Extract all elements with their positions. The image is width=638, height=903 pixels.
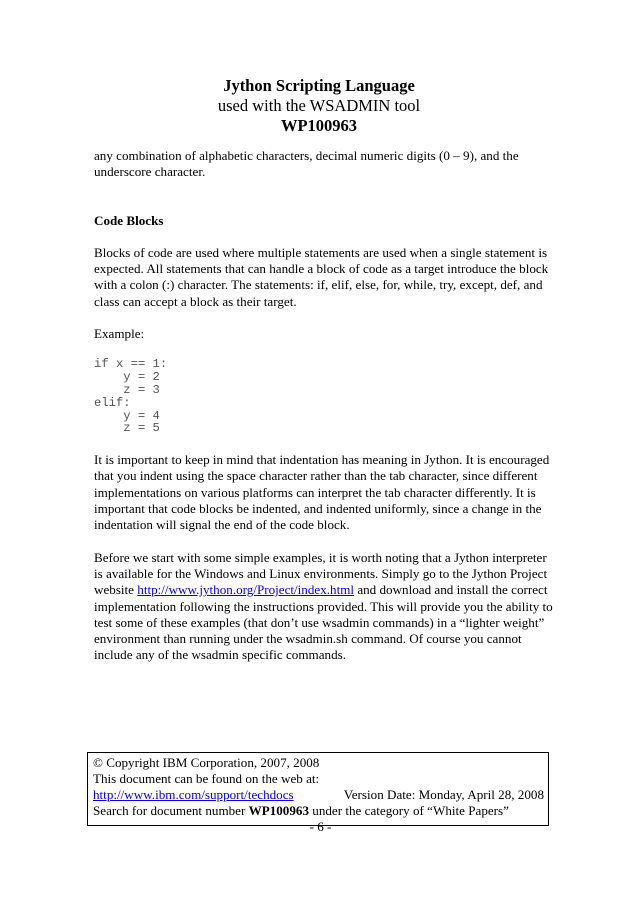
jython-project-link[interactable]: http://www.jython.org/Project/index.html (137, 582, 355, 598)
footer-link-row (93, 787, 548, 803)
code-line: elif: (94, 395, 131, 410)
code-blocks-heading: Code Blocks (94, 212, 164, 228)
footer-box (87, 752, 549, 835)
document-subtitle: used with the WSADMIN tool (217, 96, 421, 115)
indentation-paragraph: It is important to keep in mind that indentation has meaning in Jython. It is encouraged that you indent using the space character rather than the tab character, since different implementations on various platforms can interpret the tab character differently. It is important that code blocks be indented, and indented uniformly, since a change in the indentation will signal the end of the code block. (94, 452, 550, 533)
example-label: Example: (94, 326, 145, 342)
code-example (94, 358, 554, 435)
page-number: - 6 - (309, 819, 332, 835)
intro-paragraph: any combination of alphabetic characters, decimal numeric digits (0 – 9), and the underscore character. (94, 148, 519, 180)
footer-doc-number: WP100963 (248, 803, 309, 819)
techdocs-link[interactable]: http://www.ibm.com/support/techdocs (93, 787, 294, 803)
footer-search-note: Search for document number WP100963 under the category of “White Papers” (93, 803, 509, 819)
code-blocks-paragraph: Blocks of code are used where multiple statements are used when a single statement is expected. All statements that can handle a block of code as a target introduce the block with a colon (:) character. The statements: if, elif, else, for, while, try, except, def, and class can accept a block as their target. (94, 244, 549, 309)
code-line: y = 4 (94, 408, 160, 423)
code-line: z = 5 (94, 421, 160, 436)
document-number: WP100963 (280, 116, 358, 135)
interpreter-paragraph (94, 550, 554, 664)
footer-web-note: This document can be found on the web at: (93, 771, 320, 787)
document-body (94, 148, 554, 664)
interpreter-text-after: and download and install the correct implementation following the instructions provided. This will provide you the ability to test some of these examples (that don’t use wsadmin commands) in a “lighter weight” environment than running under the wsadmin.sh command. Of course you cannot include any of the wsadmin specific commands. (94, 582, 553, 663)
code-line: if x == 1: (94, 357, 168, 372)
footer-copyright: © Copyright IBM Corporation, 2007, 2008 (93, 755, 320, 770)
document-header (0, 76, 638, 136)
document-title: Jython Scripting Language (223, 76, 415, 95)
code-line: z = 3 (94, 382, 160, 397)
interpreter-text-before: Before we start with some simple examples, it is worth noting that a Jython interpreter is available for the Windows and Linux environments. Simply go to the Jython Project website (94, 549, 548, 598)
version-date: Version Date: Monday, April 28, 2008 (343, 787, 544, 803)
code-line: y = 2 (94, 370, 160, 385)
